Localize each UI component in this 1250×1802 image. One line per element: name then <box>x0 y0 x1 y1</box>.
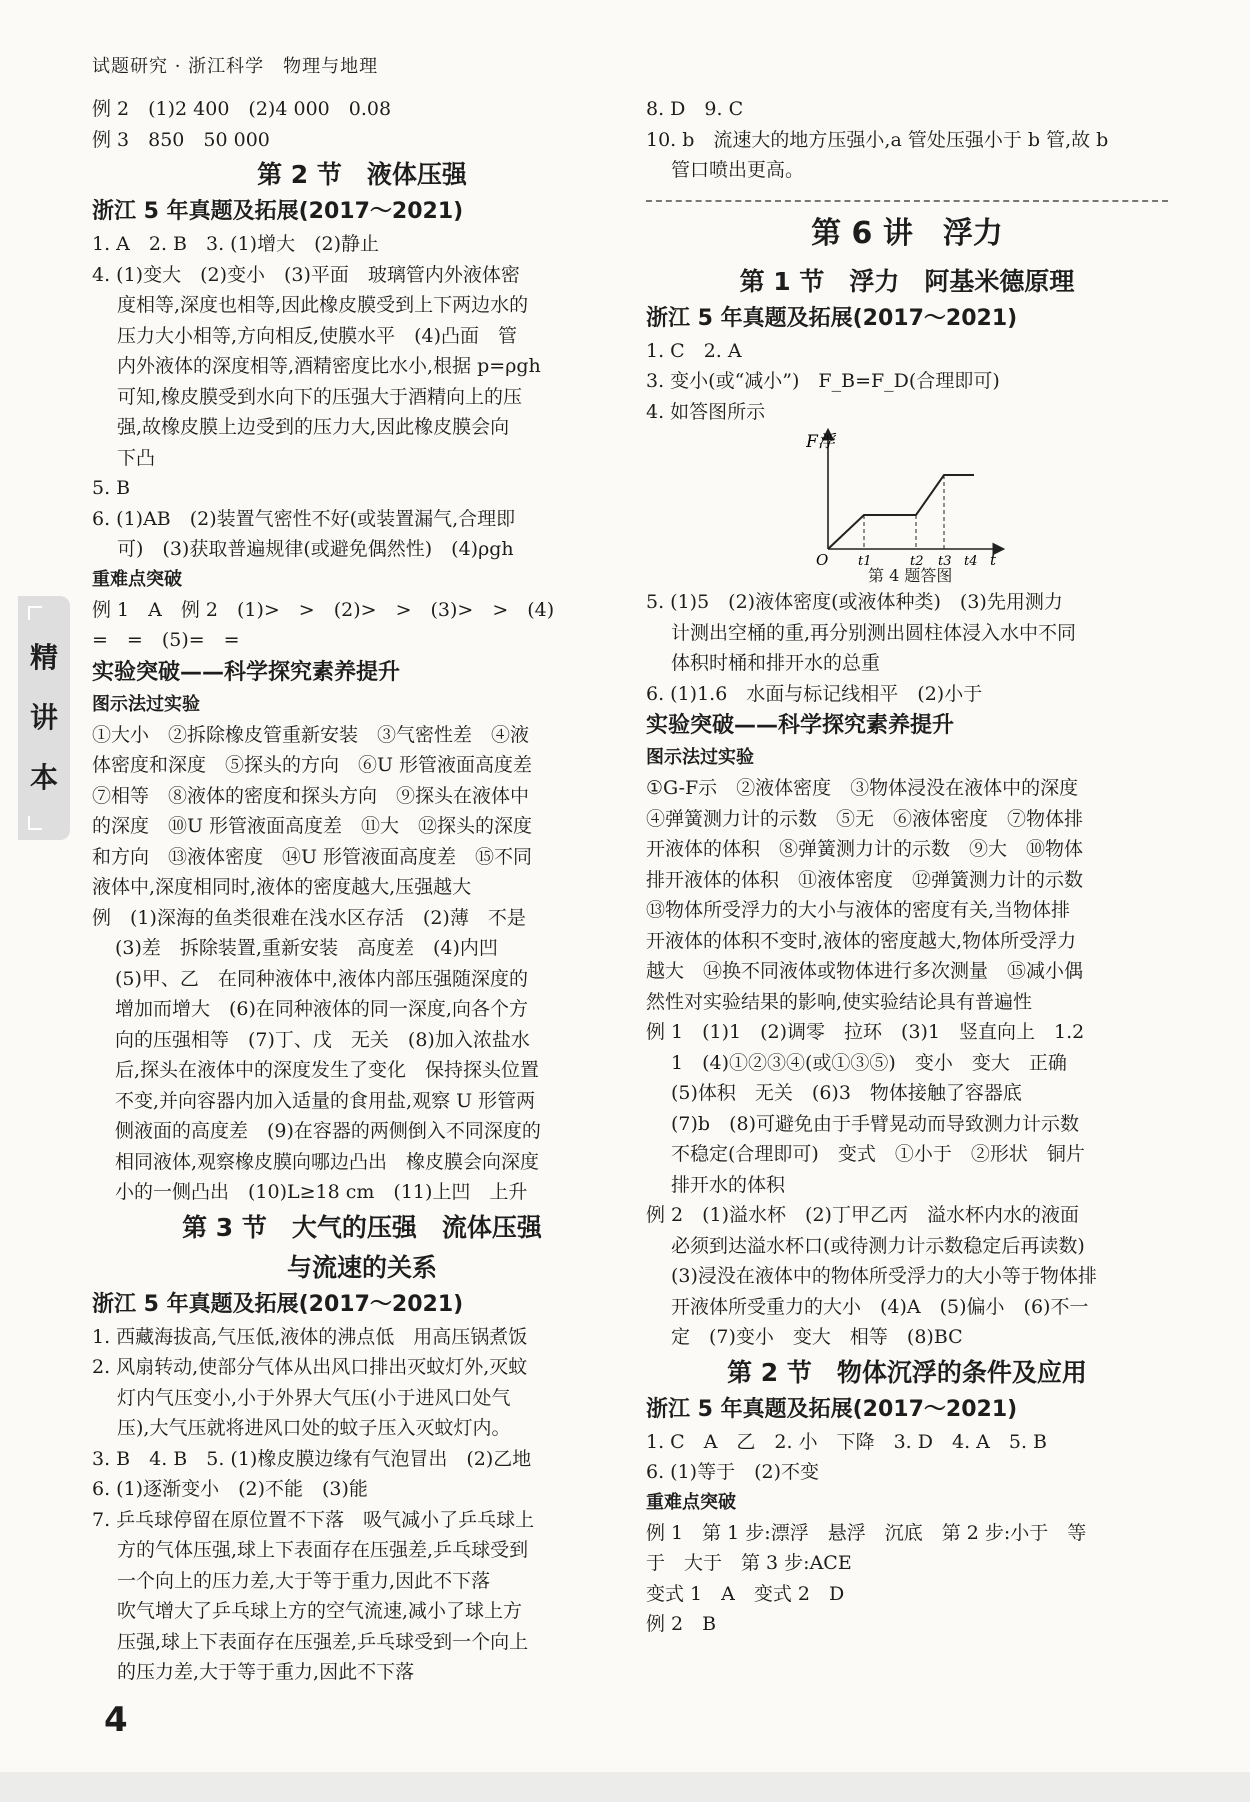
text-line: 1. A 2. B 3. (1)增大 (2)静止 <box>92 233 380 255</box>
text-line: 后,探头在液体中的深度发生了变化 保持探头位置 <box>115 1059 540 1081</box>
text-line: 可) (3)获取普遍规律(或避免偶然性) (4)ρgh <box>117 538 514 560</box>
footer-strip <box>0 1772 1250 1802</box>
text-line: 4. (1)变大 (2)变小 (3)平面 玻璃管内外液体密 <box>92 263 520 286</box>
subsection-heading: 浙江 5 年真题及拓展(2017～2021) <box>646 305 1018 331</box>
text-line: 管口喷出更高。 <box>671 159 805 181</box>
text-line: 一个向上的压力差,大于等于重力,因此不下落 <box>117 1569 491 1592</box>
text-line: 6. (1)等于 (2)不变 <box>646 1461 819 1483</box>
text-line: 10. b 流速大的地方压强小,a 管处压强小于 b 管,故 b <box>646 128 1109 151</box>
section-title: 第 3 节 大气的压强 流体压强 <box>182 1212 542 1242</box>
left-column <box>92 94 632 1688</box>
dashed-divider <box>646 200 1168 202</box>
text-line: 8. D 9. C <box>646 98 744 120</box>
text-line: 1. 西藏海拔高,气压低,液体的沸点低 用高压锅煮饭 <box>92 1325 528 1348</box>
experiment-heading: 实验突破——科学探究素养提升 <box>92 659 401 685</box>
minor-heading: 重难点突破 <box>646 1491 736 1513</box>
origin-label: O <box>816 551 829 567</box>
side-tab-char-2: 讲 <box>29 701 58 734</box>
text-line: 然性对实验结果的影响,使实验结论具有普遍性 <box>646 990 1033 1013</box>
text-line: 3. B 4. B 5. (1)橡皮膜边缘有气泡冒出 (2)乙地 <box>92 1447 532 1470</box>
text-line: 方的气体压强,球上下表面存在压强差,乒乓球受到 <box>117 1539 529 1561</box>
section-title: 第 2 节 液体压强 <box>257 160 467 189</box>
text-line: 例 1 (1)1 (2)调零 拉环 (3)1 竖直向上 1.2 <box>646 1021 1085 1043</box>
text-line: (3)差 拆除装置,重新安装 高度差 (4)内凹 <box>115 937 498 959</box>
text-line: 体密度和深度 ⑤探头的方向 ⑥U 形管液面高度差 <box>92 754 533 776</box>
text-line: 压强,球上下表面存在压强差,乒乓球受到一个向上 <box>117 1630 529 1653</box>
section-title: 第 1 节 浮力 阿基米德原理 <box>739 266 1075 296</box>
subsection-heading: 浙江 5 年真题及拓展(2017～2021) <box>646 1396 1018 1422</box>
text-line: (5)甲、乙 在同种液体中,液体内部压强随深度的 <box>115 967 528 990</box>
text-line: 5. (1)5 (2)液体密度(或液体种类) (3)先用测力 <box>646 591 1063 613</box>
text-line: 3. 变小(或“减小”) F_B=F_D(合理即可) <box>646 370 1000 392</box>
text-line: 例 3 850 50 000 <box>92 128 270 151</box>
text-line: 强,故橡皮膜上边受到的压力大,因此橡皮膜会向 <box>117 416 510 438</box>
text-line: 液体中,深度相同时,液体的密度越大,压强越大 <box>92 876 472 898</box>
text-line: 变式 1 A 变式 2 D <box>646 1582 845 1605</box>
text-line: 例 2 B <box>646 1613 717 1635</box>
text-line: 例 1 第 1 步:漂浮 悬浮 沉底 第 2 步:小于 等 <box>646 1521 1087 1544</box>
text-line: 排开水的体积 <box>671 1173 786 1196</box>
text-line: 1 (4)①②③④(或①③⑤) 变小 变大 正确 <box>671 1051 1067 1074</box>
text-line: 定 (7)变小 变大 相等 (8)BC <box>671 1326 963 1348</box>
text-line: 灯内气压变小,小于外界大气压(小于进风口处气 <box>117 1386 511 1409</box>
text-line: 例 (1)深海的鱼类很难在浅水区存活 (2)薄 不是 <box>92 906 526 929</box>
tick-t3: t3 <box>938 554 952 567</box>
text-line: 于 大于 第 3 步:ACE <box>646 1552 852 1574</box>
text-line: 越大 ⑭换不同液体或物体进行多次测量 ⑮减小偶 <box>646 960 1084 982</box>
section-title: 第 2 节 物体沉浮的条件及应用 <box>727 1357 1087 1387</box>
right-column-top <box>646 94 1168 427</box>
text-line: 2. 风扇转动,使部分气体从出风口排出灭蚊灯外,灭蚊 <box>92 1356 528 1378</box>
text-line: 小的一侧凸出 (10)L≥18 cm (11)上凹 上升 <box>115 1181 528 1203</box>
force-curve <box>828 475 974 549</box>
text-line: 相同液体,观察橡皮膜向哪边凸出 橡皮膜会向深度 <box>115 1150 540 1173</box>
text-line: 吹气增大了乒乓球上方的空气流速,减小了球上方 <box>117 1600 523 1622</box>
y-axis-label: F浮 <box>806 432 835 452</box>
text-line: 不稳定(合理即可) 变式 ①小于 ②形状 铜片 <box>671 1143 1085 1165</box>
running-header: 试题研究 · 浙江科学 物理与地理 <box>92 56 379 77</box>
text-line: 6. (1)逐渐变小 (2)不能 (3)能 <box>92 1478 368 1500</box>
text-line: 1. C 2. A <box>646 339 742 362</box>
side-tab <box>18 596 70 840</box>
tick-t2: t2 <box>910 554 924 567</box>
text-line: 6. (1)1.6 水面与标记线相平 (2)小于 <box>646 682 983 705</box>
text-line: 例 2 (1)2 400 (2)4 000 0.08 <box>92 98 392 120</box>
text-line: ⑦相等 ⑧液体的密度和探头方向 ⑨探头在液体中 <box>92 784 530 807</box>
text-line: 侧液面的高度差 (9)在容器的两侧倒入不同深度的 <box>115 1120 541 1142</box>
text-line: 压力大小相等,方向相反,使膜水平 (4)凸面 管 <box>117 324 517 347</box>
text-line: 排开液体的体积 ⑪液体密度 ⑫弹簧测力计的示数 <box>646 868 1084 891</box>
text-line: 的压力差,大于等于重力,因此不下落 <box>117 1661 415 1683</box>
figure-caption: 第 4 题答图 <box>868 566 953 585</box>
text-line: 必须到达溢水杯口(或待测力计示数稳定后再读数) <box>671 1234 1085 1257</box>
side-tab-char-1: 精 <box>29 641 58 674</box>
right-column-bottom <box>646 587 1168 1640</box>
text-line: ①大小 ②拆除橡皮管重新安装 ③气密性差 ④液 <box>92 723 530 746</box>
text-line: ⑬物体所受浮力的大小与液体的密度有关,当物体排 <box>646 899 1071 921</box>
text-line: 可知,橡皮膜受到水向下的压强大于酒精向上的压 <box>117 385 523 408</box>
text-line: (3)浸没在液体中的物体所受浮力的大小等于物体排 <box>671 1265 1097 1287</box>
text-line: 计测出空桶的重,再分别测出圆柱体浸入水中不同 <box>671 621 1077 644</box>
subsection-heading: 浙江 5 年真题及拓展(2017～2021) <box>92 199 464 224</box>
text-line: ④弹簧测力计的示数 ⑤无 ⑥液体密度 ⑦物体排 <box>646 807 1084 830</box>
text-line: 7. 乒乓球停留在原位置不下落 吸气减小了乒乓球上 <box>92 1508 535 1531</box>
text-line: = = (5)= = <box>92 629 240 651</box>
text-line: 开液体的体积 ⑧弹簧测力计的示数 ⑨大 ⑩物体 <box>646 838 1084 860</box>
text-line: 1. C A 乙 2. 小 下降 3. D 4. A 5. B <box>646 1430 1048 1453</box>
section-title: 与流速的关系 <box>286 1252 437 1282</box>
text-line: 体积时桶和排开水的总重 <box>671 652 881 674</box>
minor-heading: 图示法过实验 <box>646 747 754 768</box>
text-line: 内外液体的深度相等,酒精密度比水小,根据 p=ρgh <box>117 355 541 377</box>
experiment-heading: 实验突破——科学探究素养提升 <box>646 713 955 738</box>
answer-figure-q4 <box>646 427 1168 587</box>
text-line: 度相等,深度也相等,因此橡皮膜受到上下两边水的 <box>117 294 529 316</box>
text-line: 压),大气压就将进风口处的蚊子压入灭蚊灯内。 <box>117 1417 511 1439</box>
text-line: 开液体的体积不变时,液体的密度越大,物体所受浮力 <box>646 929 1077 952</box>
text-line: 例 1 A 例 2 (1)> > (2)> > (3)> > (4) <box>92 598 555 621</box>
text-line: 向的压强相等 (7)丁、戊 无关 (8)加入浓盐水 <box>115 1028 530 1051</box>
tick-t4: t4 <box>964 554 978 567</box>
text-line: 的深度 ⑩U 形管液面高度差 ⑪大 ⑫探头的深度 <box>92 815 533 837</box>
text-line: 4. 如答图所示 <box>646 400 766 423</box>
text-line: 开液体所受重力的大小 (4)A (5)偏小 (6)不一 <box>671 1295 1089 1318</box>
text-line: 5. B <box>92 477 131 499</box>
text-line: 不变,并向容器内加入适量的食用盐,观察 U 形管两 <box>115 1089 536 1112</box>
text-line: 例 2 (1)溢水杯 (2)丁甲乙丙 溢水杯内水的液面 <box>646 1204 1079 1226</box>
minor-heading: 图示法过实验 <box>92 693 200 715</box>
side-tab-char-3: 本 <box>29 761 58 794</box>
force-time-graph <box>806 427 1006 567</box>
text-line: (7)b (8)可避免由于手臂晃动而导致测力计示数 <box>671 1112 1079 1135</box>
text-line: 增加而增大 (6)在同种液体的同一深度,向各个方 <box>115 998 528 1020</box>
page-number: 4 <box>104 1700 128 1740</box>
text-line: 下凸 <box>117 446 156 469</box>
text-line: 和方向 ⑬液体密度 ⑭U 形管液面高度差 ⑮不同 <box>92 845 533 868</box>
x-axis-label: t <box>990 551 997 567</box>
minor-heading: 重难点突破 <box>92 568 182 590</box>
text-line: (5)体积 无关 (6)3 物体接触了容器底 <box>671 1082 1022 1104</box>
right-column <box>646 94 1168 1640</box>
chapter-title: 第 6 讲 浮力 <box>811 215 1003 251</box>
text-line: 6. (1)AB (2)装置气密性不好(或装置漏气,合理即 <box>92 507 516 530</box>
tick-t1: t1 <box>858 554 872 567</box>
subsection-heading: 浙江 5 年真题及拓展(2017～2021) <box>92 1291 464 1317</box>
text-line: ①G-F示 ②液体密度 ③物体浸没在液体中的深度 <box>646 777 1079 799</box>
